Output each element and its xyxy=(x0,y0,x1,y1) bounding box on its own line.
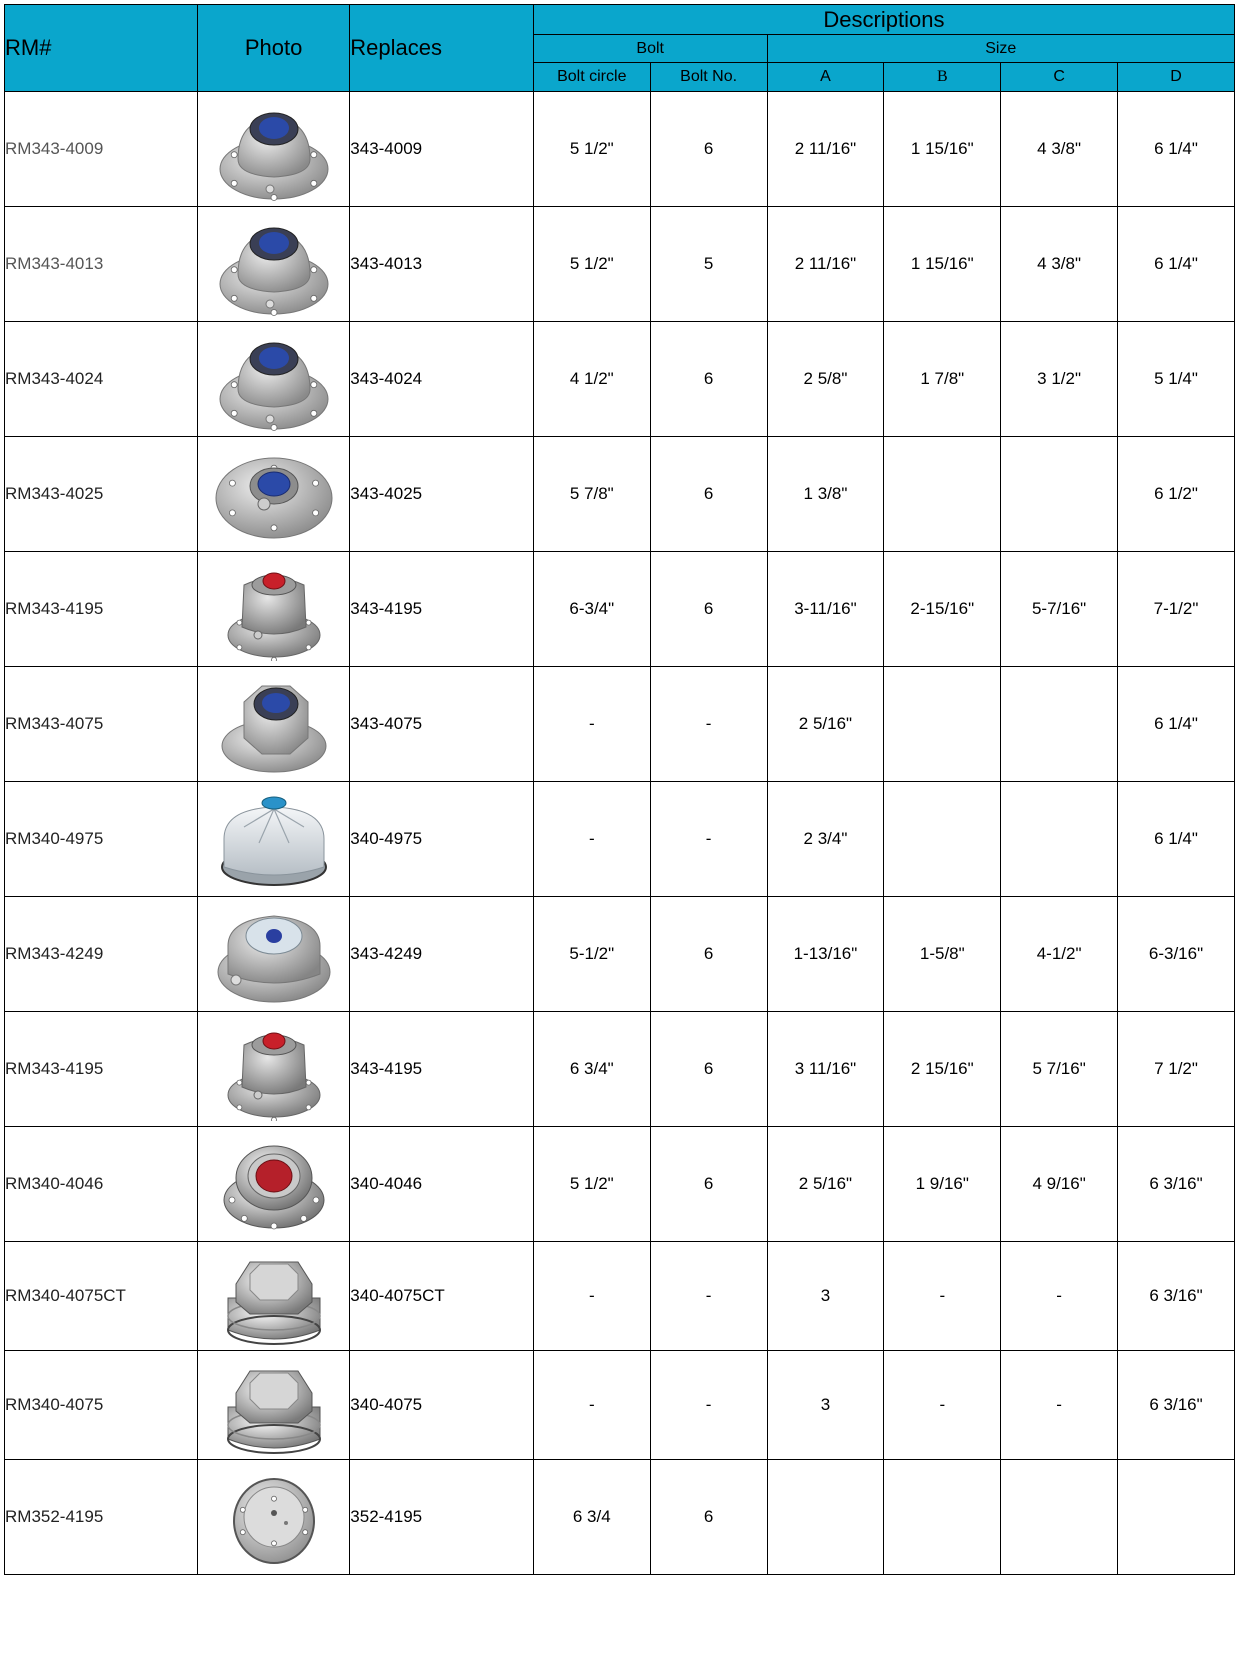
b-cell: 2 15/16" xyxy=(884,1012,1001,1127)
photo-cell xyxy=(197,1351,349,1460)
header-photo: Photo xyxy=(197,5,349,92)
table-row xyxy=(5,1012,1235,1127)
hex-hub-cap-blue-plug-photo xyxy=(214,672,334,776)
table-body xyxy=(5,92,1235,1575)
hub-cap-blue-plug-photo xyxy=(214,327,334,431)
c-cell xyxy=(1001,437,1118,552)
b-cell xyxy=(884,782,1001,897)
chrome-hex-hub-cap-photo xyxy=(214,1353,334,1457)
replaces-cell: 343-4195 xyxy=(350,552,534,667)
b-cell: 1-5/8" xyxy=(884,897,1001,1012)
b-cell: 1 15/16" xyxy=(884,92,1001,207)
clear-hub-cap-photo xyxy=(214,787,334,891)
bolt-circle-cell: - xyxy=(533,667,650,782)
d-cell: 6 1/4" xyxy=(1118,782,1235,897)
a-cell: 2 3/4" xyxy=(767,782,884,897)
header-size: Size xyxy=(767,35,1234,63)
c-cell: - xyxy=(1001,1242,1118,1351)
rm-number-cell: RM352-4195 xyxy=(5,1460,198,1575)
photo-cell xyxy=(197,667,349,782)
c-cell: 3 1/2" xyxy=(1001,322,1118,437)
photo-cell xyxy=(197,782,349,897)
header-bolt-no: Bolt No. xyxy=(650,63,767,92)
d-cell: 7 1/2" xyxy=(1118,1012,1235,1127)
bolt-no-cell: 6 xyxy=(650,897,767,1012)
photo-cell xyxy=(197,1242,349,1351)
b-cell xyxy=(884,437,1001,552)
a-cell: 3 xyxy=(767,1242,884,1351)
replaces-cell: 343-4195 xyxy=(350,1012,534,1127)
bolt-no-cell: 6 xyxy=(650,92,767,207)
bolt-no-cell: - xyxy=(650,1242,767,1351)
clear-window-hub-cap-photo xyxy=(214,902,334,1006)
c-cell: - xyxy=(1001,1351,1118,1460)
bolt-circle-cell: 5 1/2" xyxy=(533,1127,650,1242)
photo-cell xyxy=(197,207,349,322)
a-cell: 2 11/16" xyxy=(767,92,884,207)
bolt-circle-cell: 5 1/2" xyxy=(533,207,650,322)
bolt-no-cell: 6 xyxy=(650,552,767,667)
c-cell: 4 9/16" xyxy=(1001,1127,1118,1242)
rm-number-cell: RM340-4075CT xyxy=(5,1242,198,1351)
d-cell: 6-3/16" xyxy=(1118,897,1235,1012)
bolt-circle-cell: 6 3/4 xyxy=(533,1460,650,1575)
c-cell: 4 3/8" xyxy=(1001,92,1118,207)
d-cell: 6 3/16" xyxy=(1118,1351,1235,1460)
bolt-circle-cell: - xyxy=(533,1351,650,1460)
bolt-circle-cell: 5 7/8" xyxy=(533,437,650,552)
bolt-circle-cell: 5 1/2" xyxy=(533,92,650,207)
replaces-cell: 343-4075 xyxy=(350,667,534,782)
table-row xyxy=(5,207,1235,322)
table-row xyxy=(5,437,1235,552)
replaces-cell: 343-4009 xyxy=(350,92,534,207)
rm-number-cell: RM340-4075 xyxy=(5,1351,198,1460)
table-row xyxy=(5,1351,1235,1460)
c-cell: 4-1/2" xyxy=(1001,897,1118,1012)
bolt-circle-cell: 6-3/4" xyxy=(533,552,650,667)
c-cell xyxy=(1001,667,1118,782)
replaces-cell: 340-4075 xyxy=(350,1351,534,1460)
bolt-no-cell: 6 xyxy=(650,1127,767,1242)
table-header xyxy=(5,5,1235,92)
bolt-no-cell: 6 xyxy=(650,322,767,437)
table-row xyxy=(5,1242,1235,1351)
b-cell xyxy=(884,667,1001,782)
d-cell: 6 3/16" xyxy=(1118,1127,1235,1242)
rm-number-cell: RM343-4195 xyxy=(5,552,198,667)
rm-number-cell: RM343-4009 xyxy=(5,92,198,207)
bolt-no-cell: 5 xyxy=(650,207,767,322)
hub-cap-blue-plug-photo xyxy=(214,97,334,201)
b-cell: 1 7/8" xyxy=(884,322,1001,437)
d-cell: 6 1/4" xyxy=(1118,207,1235,322)
replaces-cell: 352-4195 xyxy=(350,1460,534,1575)
rm-number-cell: RM340-4975 xyxy=(5,782,198,897)
photo-cell xyxy=(197,1460,349,1575)
bolt-no-cell: 6 xyxy=(650,437,767,552)
table-row xyxy=(5,897,1235,1012)
header-bolt: Bolt xyxy=(533,35,767,63)
table-row xyxy=(5,322,1235,437)
bolt-circle-cell: - xyxy=(533,782,650,897)
d-cell: 5 1/4" xyxy=(1118,322,1235,437)
table-row xyxy=(5,92,1235,207)
hub-cap-blue-plug-photo xyxy=(214,212,334,316)
b-cell: - xyxy=(884,1351,1001,1460)
table-row xyxy=(5,1127,1235,1242)
chrome-hub-cap-red-plug-photo xyxy=(214,1132,334,1236)
hub-cap-red-plug-photo xyxy=(214,1017,334,1121)
photo-cell xyxy=(197,1127,349,1242)
a-cell: 2 5/8" xyxy=(767,322,884,437)
photo-cell xyxy=(197,1012,349,1127)
bolt-no-cell: - xyxy=(650,1351,767,1460)
rm-number-cell: RM343-4013 xyxy=(5,207,198,322)
photo-cell xyxy=(197,552,349,667)
header-d: D xyxy=(1118,63,1235,92)
photo-cell xyxy=(197,897,349,1012)
a-cell: 2 5/16" xyxy=(767,667,884,782)
replaces-cell: 343-4025 xyxy=(350,437,534,552)
replaces-cell: 340-4046 xyxy=(350,1127,534,1242)
table-row xyxy=(5,552,1235,667)
header-descriptions: Descriptions xyxy=(533,5,1234,35)
photo-cell xyxy=(197,92,349,207)
table-row xyxy=(5,1460,1235,1575)
a-cell: 3 xyxy=(767,1351,884,1460)
c-cell xyxy=(1001,1460,1118,1575)
d-cell: 6 3/16" xyxy=(1118,1242,1235,1351)
bolt-no-cell: - xyxy=(650,667,767,782)
d-cell: 6 1/4" xyxy=(1118,92,1235,207)
bolt-circle-cell: 6 3/4" xyxy=(533,1012,650,1127)
replaces-cell: 343-4249 xyxy=(350,897,534,1012)
bolt-no-cell: - xyxy=(650,782,767,897)
photo-cell xyxy=(197,437,349,552)
b-cell: 2-15/16" xyxy=(884,552,1001,667)
rm-number-cell: RM343-4024 xyxy=(5,322,198,437)
bolt-circle-cell: 4 1/2" xyxy=(533,322,650,437)
replaces-cell: 340-4975 xyxy=(350,782,534,897)
c-cell xyxy=(1001,782,1118,897)
b-cell: 1 9/16" xyxy=(884,1127,1001,1242)
header-bolt-circle: Bolt circle xyxy=(533,63,650,92)
header-a: A xyxy=(767,63,884,92)
b-cell: - xyxy=(884,1242,1001,1351)
photo-cell xyxy=(197,322,349,437)
table-row xyxy=(5,782,1235,897)
flat-flange-hub-cap-photo xyxy=(214,442,334,546)
header-replaces: Replaces xyxy=(350,5,534,92)
chrome-hex-hub-cap-photo xyxy=(214,1244,334,1348)
hub-cap-spec-table xyxy=(4,4,1235,1575)
rm-number-cell: RM340-4046 xyxy=(5,1127,198,1242)
steel-hub-cap-photo xyxy=(214,1465,334,1569)
a-cell: 3 11/16" xyxy=(767,1012,884,1127)
a-cell: 3-11/16" xyxy=(767,552,884,667)
bolt-no-cell: 6 xyxy=(650,1460,767,1575)
c-cell: 5-7/16" xyxy=(1001,552,1118,667)
d-cell: 6 1/4" xyxy=(1118,667,1235,782)
a-cell: 1-13/16" xyxy=(767,897,884,1012)
b-cell: 1 15/16" xyxy=(884,207,1001,322)
a-cell: 2 11/16" xyxy=(767,207,884,322)
replaces-cell: 343-4013 xyxy=(350,207,534,322)
a-cell: 1 3/8" xyxy=(767,437,884,552)
c-cell: 4 3/8" xyxy=(1001,207,1118,322)
bolt-circle-cell: 5-1/2" xyxy=(533,897,650,1012)
header-rm: RM# xyxy=(5,5,198,92)
table-row xyxy=(5,667,1235,782)
header-c: C xyxy=(1001,63,1118,92)
rm-number-cell: RM343-4075 xyxy=(5,667,198,782)
rm-number-cell: RM343-4025 xyxy=(5,437,198,552)
a-cell xyxy=(767,1460,884,1575)
bolt-circle-cell: - xyxy=(533,1242,650,1351)
replaces-cell: 340-4075CT xyxy=(350,1242,534,1351)
rm-number-cell: RM343-4195 xyxy=(5,1012,198,1127)
d-cell: 7-1/2" xyxy=(1118,552,1235,667)
header-b: B xyxy=(884,63,1001,92)
rm-number-cell: RM343-4249 xyxy=(5,897,198,1012)
bolt-no-cell: 6 xyxy=(650,1012,767,1127)
a-cell: 2 5/16" xyxy=(767,1127,884,1242)
replaces-cell: 343-4024 xyxy=(350,322,534,437)
b-cell xyxy=(884,1460,1001,1575)
c-cell: 5 7/16" xyxy=(1001,1012,1118,1127)
hub-cap-red-plug-photo xyxy=(214,557,334,661)
d-cell xyxy=(1118,1460,1235,1575)
d-cell: 6 1/2" xyxy=(1118,437,1235,552)
